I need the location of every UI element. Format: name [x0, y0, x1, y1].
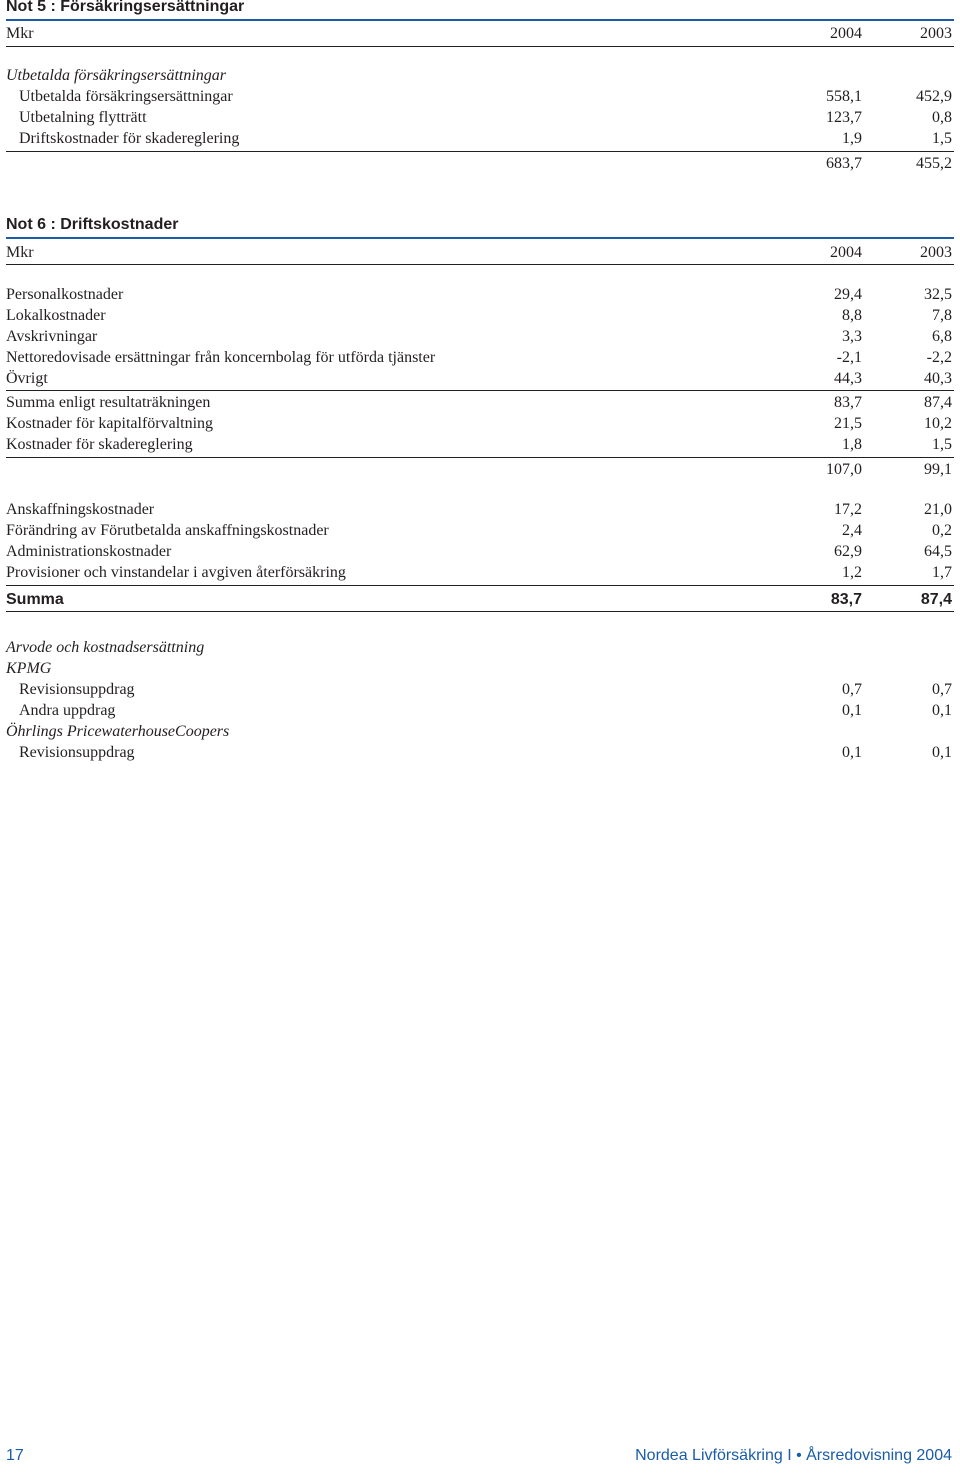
- row-label: Revisionsuppdrag: [19, 744, 135, 761]
- row-value-2004: 0,7: [842, 681, 862, 698]
- row-value-2003: 7,8: [932, 307, 952, 324]
- table-row: [6, 413, 954, 434]
- row-value-2003: 1,7: [932, 564, 952, 581]
- note6-header-rule: [6, 264, 954, 265]
- row-value-2004: 1,8: [842, 436, 862, 453]
- row-label: Kostnader för kapitalförvaltning: [6, 415, 214, 432]
- note5-year-2004: 2004: [830, 25, 862, 42]
- row-value-2003: 0,7: [932, 681, 952, 698]
- row-value-2004: 2,4: [842, 522, 862, 539]
- row-value-2004: 29,4: [834, 286, 862, 303]
- note5-total-row: [6, 153, 954, 174]
- table-row: [6, 392, 954, 413]
- note6-sum-rule: [6, 390, 954, 391]
- row-label: Administrationskostnader: [6, 543, 172, 560]
- row-value-2003: 32,5: [924, 286, 952, 303]
- row-value-2004: -2,1: [836, 349, 862, 366]
- row-value-2003: 0,1: [932, 702, 952, 719]
- note5-header-row: [6, 23, 954, 44]
- row-label: Andra uppdrag: [19, 702, 116, 719]
- row-value-2003: 10,2: [924, 415, 952, 432]
- total-value-2003: 455,2: [916, 155, 952, 172]
- arvode-heading: Arvode och kostnadsersättning: [6, 639, 205, 656]
- table-row: [6, 520, 954, 541]
- note6-header-row: [6, 242, 954, 263]
- row-value-2004: 0,1: [842, 744, 862, 761]
- summa-value-2003: 87,4: [920, 591, 952, 608]
- row-value-2004: 0,1: [842, 702, 862, 719]
- row-value-2004: 83,7: [834, 394, 862, 411]
- row-value-2003: 87,4: [924, 394, 952, 411]
- table-row: [6, 305, 954, 326]
- row-value-2003: 6,8: [932, 328, 952, 345]
- subtotal-value-2004: 107,0: [826, 461, 862, 478]
- row-value-2003: 64,5: [924, 543, 952, 560]
- note5-unit-label: Mkr: [6, 25, 34, 42]
- table-row: [6, 562, 954, 583]
- note5-section-heading-row: [6, 65, 954, 86]
- row-value-2004: 558,1: [826, 88, 862, 105]
- note5-title: Not 5 : Försäkringsersättningar: [6, 0, 245, 15]
- note6-title-rule: [6, 237, 954, 239]
- table-row: [6, 107, 954, 128]
- row-label: Personalkostnader: [6, 286, 124, 303]
- pwc-heading: Öhrlings PricewaterhouseCoopers: [6, 723, 230, 740]
- footer-text: Nordea Livförsäkring I • Årsredovisning 2004: [635, 1447, 952, 1464]
- subtotal-value-2003: 99,1: [924, 461, 952, 478]
- row-label: Avskrivningar: [6, 328, 98, 345]
- note6-year-2004: 2004: [830, 244, 862, 261]
- row-value-2004: 21,5: [834, 415, 862, 432]
- row-value-2004: 3,3: [842, 328, 862, 345]
- note6-subtotal-rule: [6, 457, 954, 458]
- row-value-2004: 1,2: [842, 564, 862, 581]
- note5-title-rule: [6, 19, 954, 21]
- table-row: [6, 284, 954, 305]
- row-value-2003: 21,0: [924, 501, 952, 518]
- note5-total-rule: [6, 151, 954, 152]
- arvode-heading-row: [6, 637, 954, 658]
- row-value-2003: 0,2: [932, 522, 952, 539]
- note6-title: Not 6 : Driftskostnader: [6, 216, 179, 233]
- row-value-2003: 0,1: [932, 744, 952, 761]
- table-row: [6, 128, 954, 149]
- row-value-2003: -2,2: [926, 349, 952, 366]
- row-label: Driftskostnader för skadereglering: [19, 130, 240, 147]
- note6-subtotal-row: [6, 459, 954, 480]
- note5-year-2003: 2003: [920, 25, 952, 42]
- row-label: Övrigt: [6, 370, 48, 387]
- row-label: Lokalkostnader: [6, 307, 106, 324]
- row-value-2003: 1,5: [932, 130, 952, 147]
- row-value-2003: 452,9: [916, 88, 952, 105]
- row-label: Anskaffningskostnader: [6, 501, 155, 518]
- row-value-2004: 17,2: [834, 501, 862, 518]
- note6-summa-rule: [6, 585, 954, 586]
- note6-year-2003: 2003: [920, 244, 952, 261]
- table-row: [6, 499, 954, 520]
- note6-summa-bottom-rule: [6, 611, 954, 612]
- row-label: Summa enligt resultaträkningen: [6, 394, 211, 411]
- row-label: Nettoredovisade ersättningar från koncernbolag för utförda tjänster: [6, 349, 436, 366]
- summa-label: Summa: [6, 591, 64, 608]
- row-label: Utbetalda försäkringsersättningar: [19, 88, 233, 105]
- row-value-2004: 44,3: [834, 370, 862, 387]
- table-row: [6, 434, 954, 455]
- pwc-heading-row: [6, 721, 954, 742]
- total-value-2004: 683,7: [826, 155, 862, 172]
- table-row: [6, 347, 954, 368]
- table-row: [6, 742, 954, 763]
- row-label: Provisioner och vinstandelar i avgiven återförsäkring: [6, 564, 346, 581]
- row-value-2004: 123,7: [826, 109, 862, 126]
- summa-value-2004: 83,7: [830, 591, 862, 608]
- note6-unit-label: Mkr: [6, 244, 34, 261]
- row-label: Förändring av Förutbetalda anskaffningskostnader: [6, 522, 329, 539]
- row-label: Revisionsuppdrag: [19, 681, 135, 698]
- table-row: [6, 368, 954, 389]
- row-value-2004: 1,9: [842, 130, 862, 147]
- row-label: Utbetalning flytträtt: [19, 109, 147, 126]
- row-value-2003: 40,3: [924, 370, 952, 387]
- page-number: 17: [6, 1447, 24, 1464]
- kpmg-heading: KPMG: [6, 660, 52, 677]
- table-row: [6, 326, 954, 347]
- row-label: Kostnader för skadereglering: [6, 436, 193, 453]
- row-value-2003: 1,5: [932, 436, 952, 453]
- row-value-2003: 0,8: [932, 109, 952, 126]
- kpmg-heading-row: [6, 658, 954, 679]
- table-row: [6, 700, 954, 721]
- note6-summa-row: [6, 589, 954, 610]
- table-row: [6, 679, 954, 700]
- table-row: [6, 541, 954, 562]
- row-value-2004: 62,9: [834, 543, 862, 560]
- note5-section-heading: Utbetalda försäkringsersättningar: [6, 67, 227, 84]
- table-row: [6, 86, 954, 107]
- note5-header-rule: [6, 46, 954, 47]
- row-value-2004: 8,8: [842, 307, 862, 324]
